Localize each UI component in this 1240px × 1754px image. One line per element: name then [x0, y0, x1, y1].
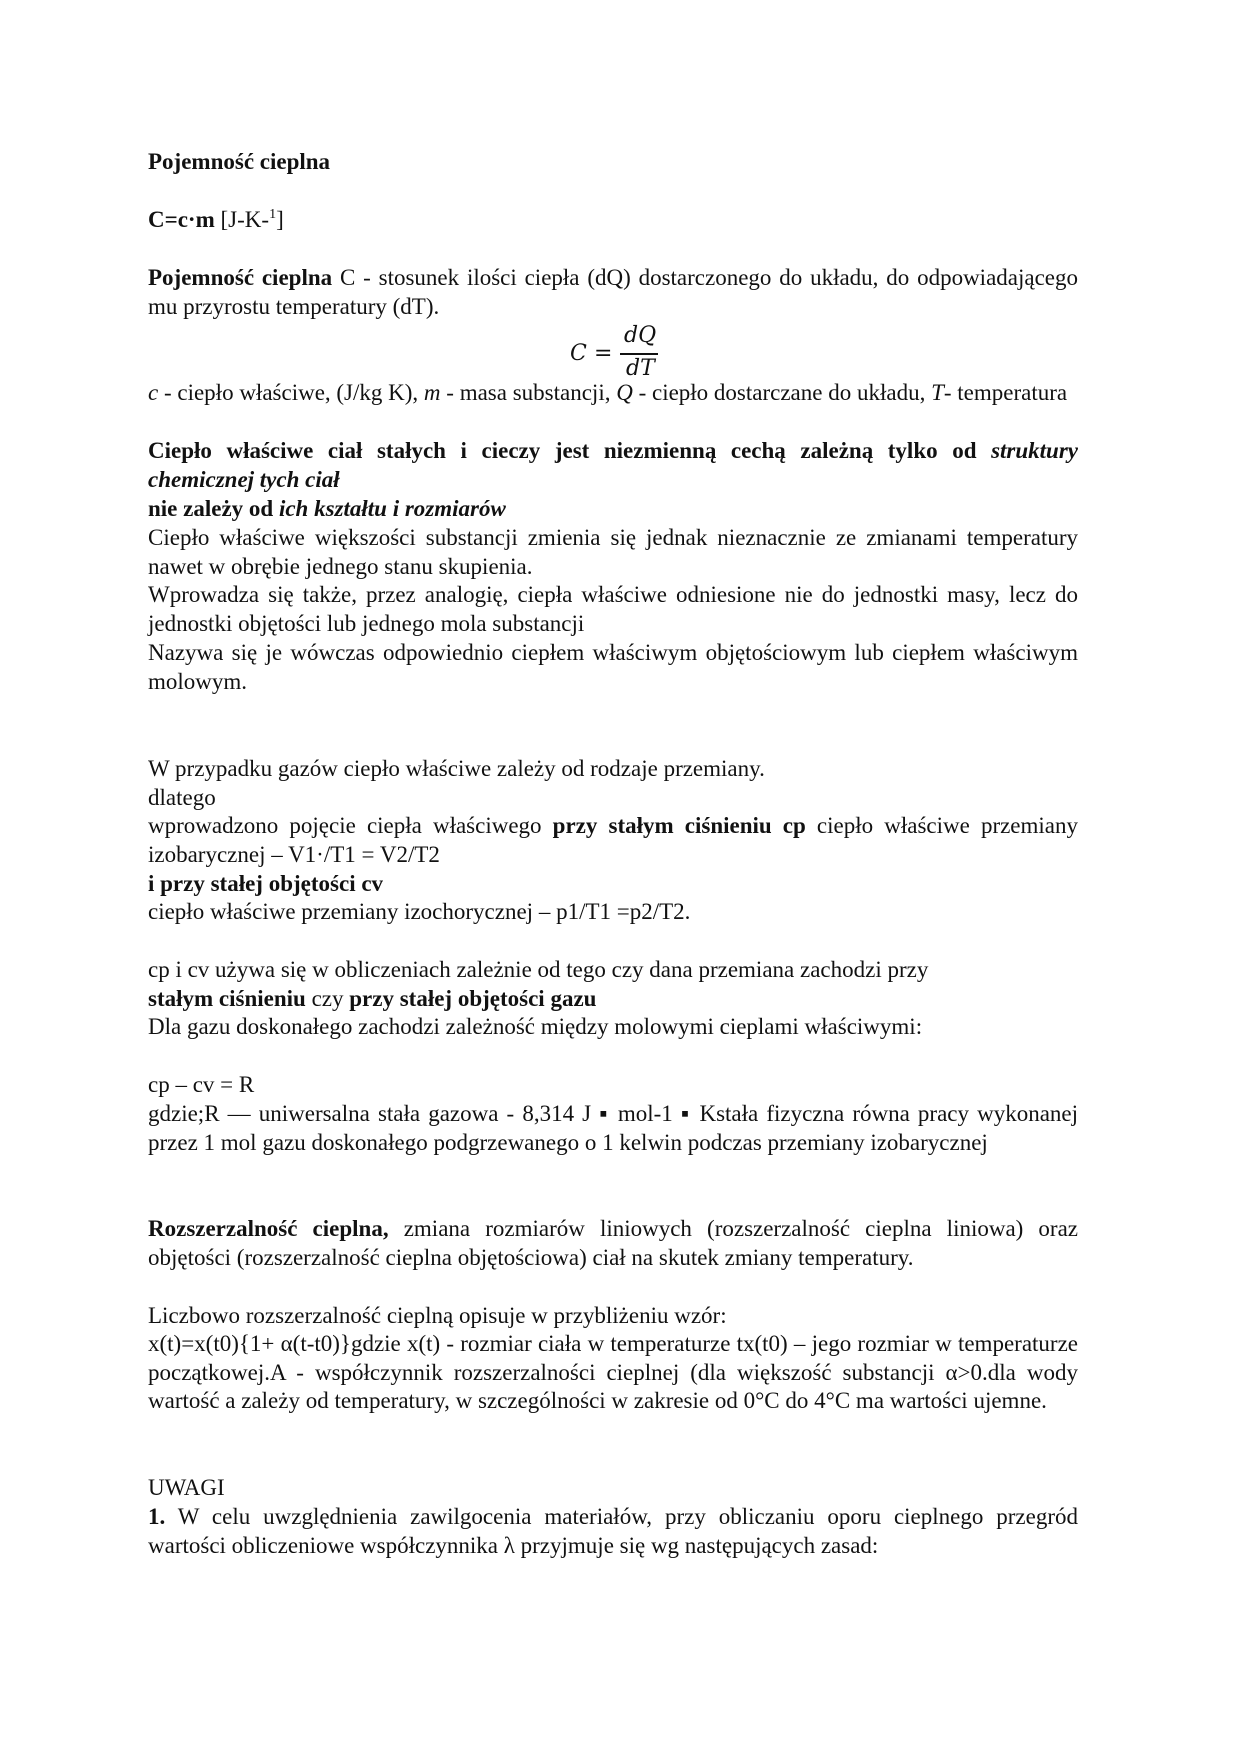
expansion-term: Rozszerzalność cieplna,	[148, 1216, 389, 1241]
var-t-desc: - temperatura	[943, 380, 1068, 405]
var-q-desc: - ciepło dostarczane do układu,	[632, 380, 932, 405]
usage-line-1: cp i cv używa się w obliczeniach zależnie od tego czy dana przemiana zachodzi przy	[148, 957, 929, 982]
gas-line-3	[148, 812, 1078, 869]
solid-heat-statement	[148, 437, 1078, 494]
fraction-equals: =	[594, 341, 613, 366]
definition-text: C - stosunek ilości ciepła (dQ) dostarczonego do układu, do odpowiadającego mu przyrostu temperatury (dT).	[148, 265, 1079, 319]
paragraph-1: Ciepło właściwe większości substancji zmienia się jednak nieznacznie ze zmianami temperatury nawet w obrębie jednego stanu skupienia.	[148, 525, 1078, 579]
solid-heat-text: Ciepło właściwe ciał stałych i cieczy jest niezmienną cechą zależną tylko od	[148, 438, 992, 463]
shape-italic: ich kształtu i rozmiarów	[278, 496, 506, 521]
note-1-number: 1.	[148, 1504, 166, 1529]
usage-line-2	[148, 985, 1078, 1014]
var-c: c	[148, 380, 159, 405]
fraction-lhs: C	[570, 341, 587, 366]
heat-capacity-formula	[148, 206, 1078, 235]
shape-text: nie zależy od	[148, 496, 279, 521]
var-c-desc: - ciepło właściwe, (J/kg K),	[158, 380, 424, 405]
fraction-numerator: dQ	[624, 323, 657, 348]
usage-line-2a: stałym ciśnieniu	[148, 986, 306, 1011]
note-1-text: W celu uwzględnienia zawilgocenia materiałów, przy obliczaniu oporu cieplnego przegród wartości obliczeniowe współczynnika λ przyjmuje się wg następujących zasad:	[148, 1504, 1078, 1558]
variables-paragraph	[148, 379, 1078, 408]
var-t: T	[931, 380, 944, 405]
shape-statement	[148, 495, 1078, 524]
gas-line-1: W przypadku gazów ciepło właściwe zależy od rodzaje przemiany.	[148, 756, 765, 781]
notes-heading: UWAGI	[148, 1475, 225, 1500]
expansion-paragraph	[148, 1215, 1078, 1272]
gas-line-5: ciepło właściwe przemiany izochorycznej – p1/T1 =p2/T2.	[148, 899, 691, 924]
var-m: m	[423, 380, 441, 405]
paragraph-3: Nazywa się je wówczas odpowiednio ciepłem właściwym objętościowym lub ciepłem właściwym molowym.	[148, 640, 1078, 694]
numeric-formula-paragraph: x(t)=x(t0){1+ α(t-t0)}gdzie x(t) - rozmiar ciała w temperaturze tx(t0) – jego rozmiar w temperaturze początkowej.A - współczynnik rozszerzalności cieplnej (dla większość substancji α>0.dla wody wartość a zależy od temperatury, w szczególności w zakresie od 0°C do 4°C ma wartości ujemne.	[148, 1331, 1078, 1413]
page-title: Pojemność cieplna	[148, 149, 331, 174]
formula-unit: [J-K-	[214, 207, 270, 232]
solid-heat-italic: struktury chemicznej tych ciał	[148, 438, 1078, 492]
formula-unit-exponent: 1	[269, 207, 277, 222]
gas-line-3a: wprowadzono pojęcie ciepła właściwego	[148, 813, 553, 838]
gas-relation-description: gdzie;R — uniwersalna stała gazowa - 8,314 J ▪ mol-1 ▪ Kstała fizyczna równa pracy wykonanej przez 1 mol gazu doskonałego podgrzewanego o 1 kelwin podczas przemiany izobarycznej	[148, 1101, 1078, 1155]
usage-line-2c: przy stałej objętości gazu	[349, 986, 597, 1011]
definition-term: Pojemność cieplna	[148, 265, 333, 290]
formula-unit-close: ]	[276, 207, 284, 232]
numeric-intro: Liczbowo rozszerzalność cieplną opisuje w przybliżeniu wzór:	[148, 1303, 727, 1328]
gas-line-4: i przy stałej objętości cv	[148, 871, 384, 896]
fraction-denominator: dT	[626, 356, 655, 381]
definition-paragraph	[148, 264, 1078, 321]
usage-line-3: Dla gazu doskonałego zachodzi zależność między molowymi cieplami właściwymi:	[148, 1014, 923, 1039]
gas-line-3c: ciepło właściwe przemiany izobarycznej – V1·/T1 = V2/T2	[148, 813, 1079, 867]
gas-relation: cp – cv = R	[148, 1072, 255, 1097]
var-m-desc: - masa substancji,	[440, 380, 617, 405]
formula-main: C=c·m	[148, 207, 215, 232]
gas-line-2: dlatego	[148, 785, 216, 810]
paragraph-2: Wprowadza się także, przez analogię, ciepła właściwe odniesione nie do jednostki masy, lecz do jednostki objętości lub jednego mola substancji	[148, 582, 1078, 636]
expansion-text: zmiana rozmiarów liniowych (rozszerzalność cieplna liniowa) oraz objętości (rozszerzalność cieplna objętościowa) ciał na skutek zmiany temperatury.	[148, 1216, 1079, 1270]
var-q: Q	[616, 380, 633, 405]
note-1	[148, 1503, 1078, 1560]
usage-line-2b: czy	[305, 986, 350, 1011]
gas-line-3b: przy stałym ciśnieniu cp	[552, 813, 806, 838]
